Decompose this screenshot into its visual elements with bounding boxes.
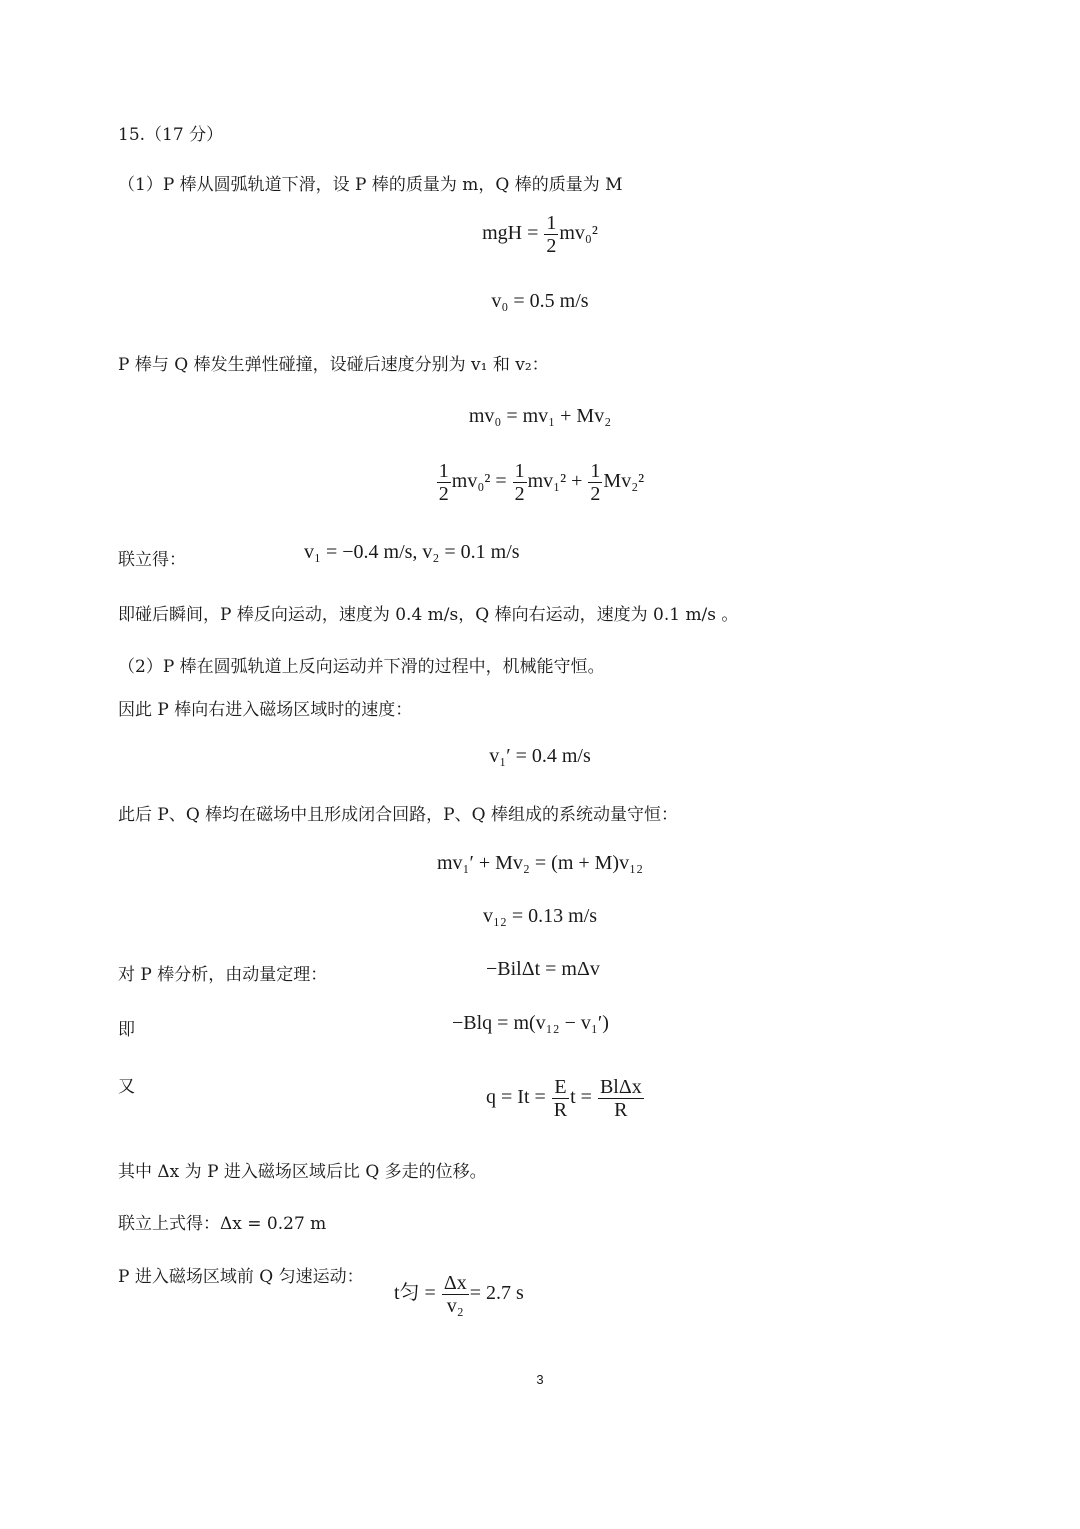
uniform-motion-text: P 进入磁场区域前 Q 匀速运动：	[118, 1267, 364, 1287]
question-header: 15.（17 分）	[118, 125, 224, 145]
solve-label: 联立得：	[118, 550, 186, 570]
velocities-result: v₁ = −0.4 m/s, v₂ = 0.1 m/s	[304, 541, 520, 563]
energy-equation: mgH = $\frac{1}{2}$ mv₀²	[482, 212, 598, 257]
collision-intro: P 棒与 Q 棒发生弹性碰撞，设碰后速度分别为 v₁ 和 v₂：	[118, 355, 549, 375]
v12-equation: v₁₂ = 0.13 m/s	[482, 905, 598, 927]
v1-prime-equation: v₁′ = 0.4 m/s	[489, 745, 591, 767]
delta-x-result: 联立上式得：Δx = 0.27 m	[118, 1214, 327, 1234]
kinetic-energy-equation: $\frac{1}{2}$ mv₀² = $\frac{1}{2}$ mv₁² + $\frac{1}{2}$ Mv₂²	[438, 460, 645, 505]
part1-intro: （1）P 棒从圆弧轨道下滑，设 P 棒的质量为 m，Q 棒的质量为 M	[118, 175, 623, 195]
part2-intro: （2）P 棒在圆弧轨道上反向运动并下滑的过程中，机械能守恒。	[118, 657, 605, 677]
impulse-label: 对 P 棒分析，由动量定理：	[118, 965, 328, 985]
also-label: 又	[118, 1077, 135, 1097]
charge-equation: q = It = $\frac{E}{R}$ t = $\frac{\text{BlΔx}}{R}$	[486, 1076, 642, 1121]
momentum-equation: mv₀ = mv₁ + Mv₂	[468, 405, 612, 427]
after-collision-text: 即碰后瞬间，P 棒反向运动，速度为 0.4 m/s，Q 棒向右运动，速度为 0.1 m/s 。	[118, 605, 739, 625]
entry-speed-text: 因此 P 棒向右进入磁场区域时的速度：	[118, 700, 413, 720]
displacement-note: 其中 Δx 为 P 进入磁场区域后比 Q 多走的位移。	[118, 1162, 487, 1182]
impulse-equation: −BilΔt = mΔv	[486, 958, 600, 980]
charge-momentum-equation: −Blq = m(v₁₂ − v₁′)	[452, 1012, 609, 1034]
v0-equation: v₀ = 0.5 m/s	[491, 290, 589, 312]
time-equation: t匀 = $\frac{\Delta x}{\text{v₂}}$ = 2.7 s	[394, 1272, 524, 1317]
ie-label: 即	[118, 1020, 135, 1040]
page-number: 3	[536, 1372, 544, 1387]
closed-loop-text: 此后 P、Q 棒均在磁场中且形成闭合回路，P、Q 棒组成的系统动量守恒：	[118, 805, 678, 825]
common-velocity-equation: mv₁′ + Mv₂ = (m + M)v₁₂	[436, 852, 644, 874]
